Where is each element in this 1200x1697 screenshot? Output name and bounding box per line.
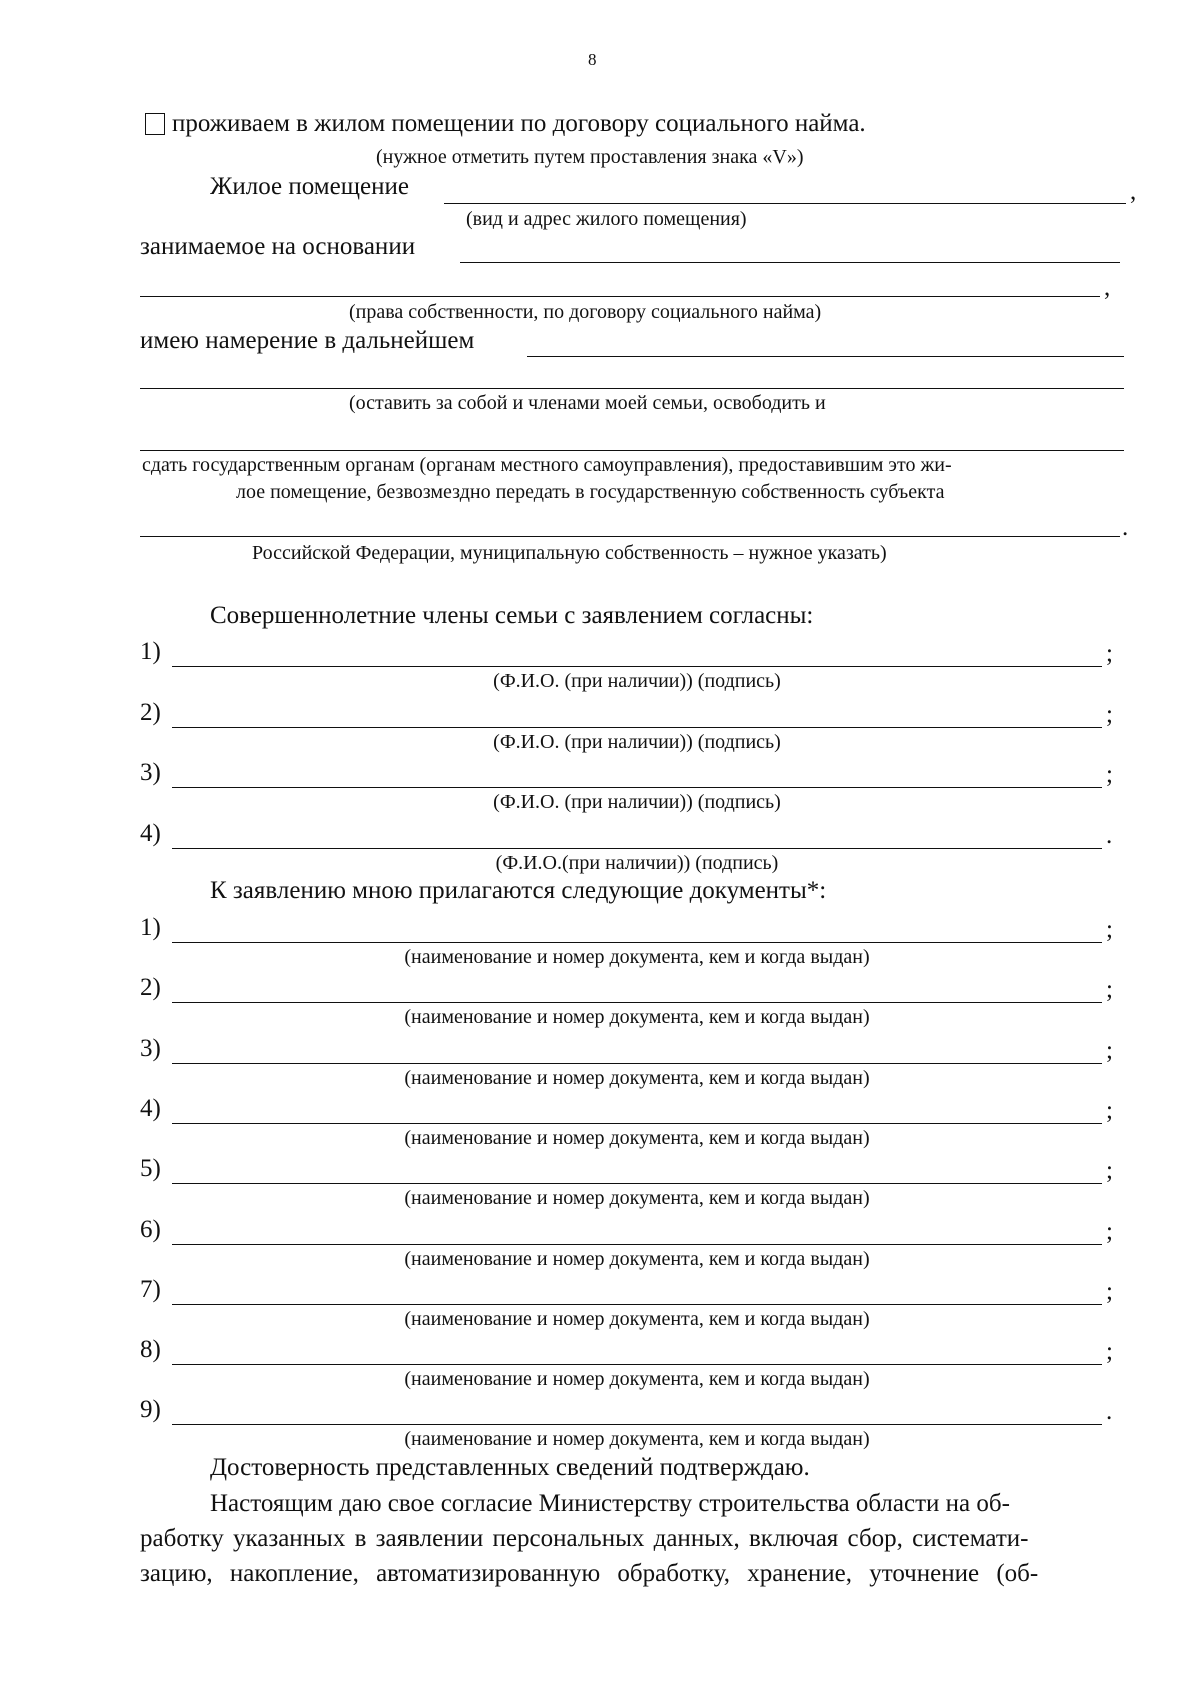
- document-row-end-mark: ;: [1106, 1157, 1113, 1185]
- basis-input-line-2[interactable]: [140, 296, 1100, 297]
- intent-period: .: [1122, 514, 1129, 541]
- family-row-input-line[interactable]: [172, 848, 1102, 849]
- page-number: 8: [588, 50, 597, 69]
- document-row-input-line[interactable]: [172, 1304, 1102, 1305]
- document-row-number: 4): [140, 1094, 161, 1122]
- family-row-end-mark: ;: [1106, 761, 1113, 788]
- document-row-caption: (наименование и номер документа, кем и когда выдан): [404, 1066, 870, 1089]
- document-row-number: 9): [140, 1396, 161, 1424]
- document-row-caption: (наименование и номер документа, кем и когда выдан): [404, 946, 870, 968]
- family-row-input-line[interactable]: [172, 727, 1102, 728]
- document-row-caption: (наименование и номер документа, кем и когда выдан): [404, 1247, 870, 1270]
- family-row-end-mark: ;: [1106, 640, 1113, 667]
- document-row-end-mark: ;: [1106, 1096, 1113, 1124]
- basis-comma: ,: [1104, 274, 1111, 301]
- document-row-caption: (наименование и номер документа, кем и когда выдан): [404, 1006, 870, 1029]
- housing-label: Жилое помещение: [210, 173, 409, 200]
- document-row-end-mark: ;: [1106, 976, 1113, 1004]
- family-heading: Совершеннолетние члены семьи с заявлением согласны:: [210, 602, 814, 629]
- option-note: (нужное отметить путем проставления знака «V»): [376, 146, 804, 168]
- document-row-number: 3): [140, 1034, 161, 1062]
- document-row-end-mark: .: [1106, 1398, 1113, 1426]
- document-row-end-mark: ;: [1106, 1277, 1113, 1305]
- document-row-caption: (наименование и номер документа, кем и когда выдан): [404, 1307, 870, 1330]
- housing-comma: ,: [1130, 178, 1137, 205]
- document-row-input-line[interactable]: [172, 1244, 1102, 1245]
- document-row-input-line[interactable]: [172, 1424, 1102, 1425]
- intent-input-line-4[interactable]: [140, 536, 1120, 537]
- family-row-number: 2): [140, 698, 161, 726]
- family-row-end-mark: .: [1106, 821, 1113, 849]
- document-row-input-line[interactable]: [172, 1123, 1102, 1124]
- intent-label: имею намерение в дальнейшем: [140, 327, 475, 354]
- document-row-input-line[interactable]: [172, 1002, 1102, 1003]
- intent-caption-3: лое помещение, безвозмездно передать в государственную собственность субъекта: [236, 481, 945, 503]
- document-row-number: 2): [140, 974, 161, 1002]
- consent-line-1: Настоящим даю свое согласие Министерству строительства области на об-: [210, 1490, 1010, 1517]
- basis-label: занимаемое на основании: [140, 233, 416, 260]
- document-row-number: 7): [140, 1275, 161, 1303]
- housing-input-line[interactable]: [444, 203, 1126, 204]
- family-row-number: 3): [140, 759, 161, 786]
- consent-line-3: зацию, накопление, автоматизированную обработку, хранение, уточнение (об-: [140, 1560, 1039, 1587]
- intent-input-line-3[interactable]: [140, 450, 1124, 451]
- confirmation-text: Достоверность представленных сведений подтверждаю.: [210, 1454, 810, 1481]
- family-row-caption: (Ф.И.О. (при наличии)) (подпись): [493, 791, 781, 813]
- family-row-number: 1): [140, 638, 161, 665]
- document-row-input-line[interactable]: [172, 942, 1102, 943]
- document-row-number: 8): [140, 1336, 161, 1364]
- basis-input-line-1[interactable]: [460, 262, 1120, 263]
- document-row-input-line[interactable]: [172, 1183, 1102, 1184]
- housing-caption: (вид и адрес жилого помещения): [466, 208, 747, 230]
- intent-input-line-1[interactable]: [527, 356, 1124, 357]
- family-row-caption: (Ф.И.О. (при наличии)) (подпись): [493, 730, 781, 753]
- intent-input-line-2[interactable]: [140, 388, 1124, 389]
- family-row-end-mark: ;: [1106, 700, 1113, 728]
- family-row-caption: (Ф.И.О.(при наличии)) (подпись): [495, 851, 779, 874]
- family-row-input-line[interactable]: [172, 787, 1102, 788]
- intent-caption-1: (оставить за собой и членами моей семьи, освободить и: [349, 392, 826, 414]
- document-row-caption: (наименование и номер документа, кем и когда выдан): [404, 1368, 870, 1391]
- intent-caption-4: Российской Федерации, муниципальную собственность – нужное указать): [252, 542, 887, 564]
- document-row-caption: (наименование и номер документа, кем и когда выдан): [404, 1126, 870, 1149]
- consent-line-2: работку указанных в заявлении персональных данных, включая сбор, системати-: [140, 1525, 1029, 1552]
- document-row-number: 1): [140, 914, 161, 941]
- documents-heading: К заявлению мною прилагаются следующие документы*:: [210, 877, 827, 904]
- document-row-caption: (наименование и номер документа, кем и когда выдан): [404, 1187, 870, 1210]
- document-row-caption: (наименование и номер документа, кем и когда выдан): [404, 1428, 870, 1451]
- social-rent-option-text: проживаем в жилом помещении по договору социального найма.: [172, 110, 866, 137]
- family-row-caption: (Ф.И.О. (при наличии)) (подпись): [493, 670, 781, 692]
- basis-caption: (права собственности, по договору социального найма): [349, 301, 822, 323]
- document-row-end-mark: ;: [1106, 1338, 1113, 1366]
- family-row-number: 4): [140, 819, 161, 847]
- intent-caption-2: сдать государственным органам (органам местного самоуправления), предоставившим это жи-: [142, 454, 952, 476]
- family-row-input-line[interactable]: [172, 666, 1102, 667]
- document-row-end-mark: ;: [1106, 1036, 1113, 1064]
- document-row-end-mark: ;: [1106, 916, 1113, 943]
- document-row-end-mark: ;: [1106, 1217, 1113, 1245]
- document-row-number: 6): [140, 1215, 161, 1243]
- social-rent-checkbox[interactable]: [145, 113, 165, 135]
- document-row-number: 5): [140, 1155, 161, 1183]
- document-row-input-line[interactable]: [172, 1063, 1102, 1064]
- document-row-input-line[interactable]: [172, 1364, 1102, 1365]
